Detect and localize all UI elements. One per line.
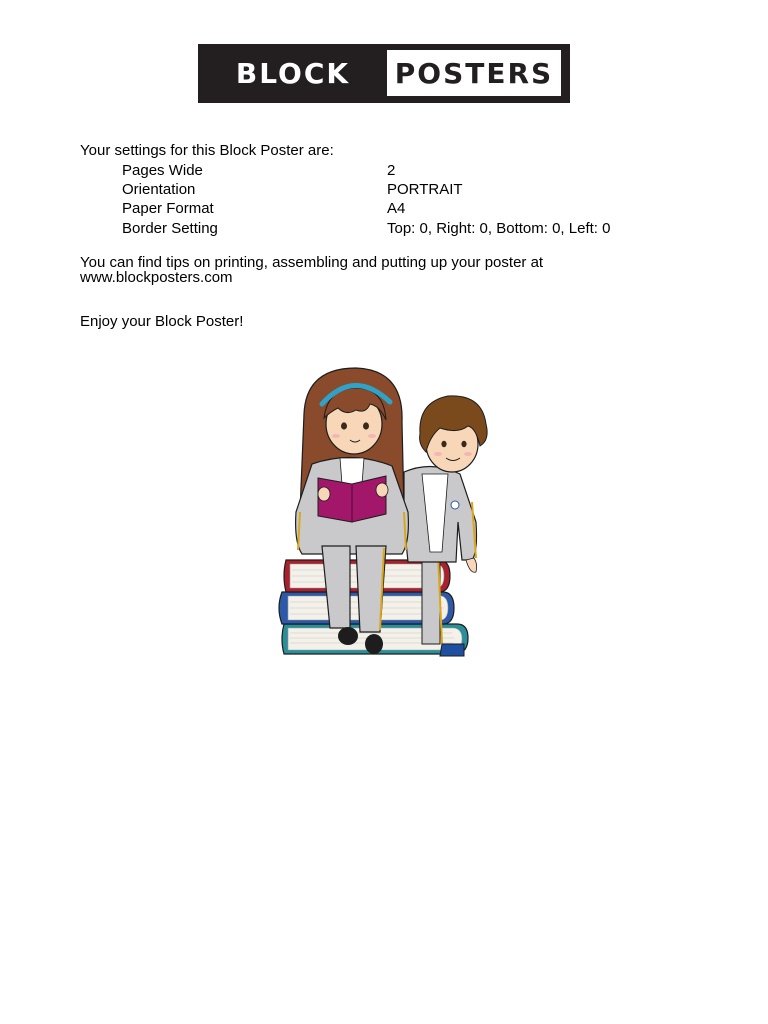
logo-word-posters: POSTERS [387, 50, 561, 96]
setting-value: A4 [387, 200, 406, 217]
logo-word-block: BLOCK [235, 57, 351, 90]
tips-line: You can find tips on printing, assembling and putting up your poster at [80, 254, 544, 271]
settings-intro: Your settings for this Block Poster are: [80, 142, 334, 159]
setting-label: Pages Wide [122, 162, 203, 179]
setting-value: PORTRAIT [387, 181, 463, 198]
block-posters-logo [198, 44, 570, 103]
kids-reading-illustration [272, 362, 500, 662]
setting-value: Top: 0, Right: 0, Bottom: 0, Left: 0 [387, 220, 611, 237]
setting-label: Paper Format [122, 200, 214, 217]
tips-url: www.blockposters.com [80, 269, 233, 286]
setting-value: 2 [387, 162, 396, 179]
setting-label: Orientation [122, 181, 196, 198]
tips-paragraph [80, 255, 700, 285]
setting-label: Border Setting [122, 220, 218, 237]
enjoy-message: Enjoy your Block Poster! [80, 313, 244, 330]
